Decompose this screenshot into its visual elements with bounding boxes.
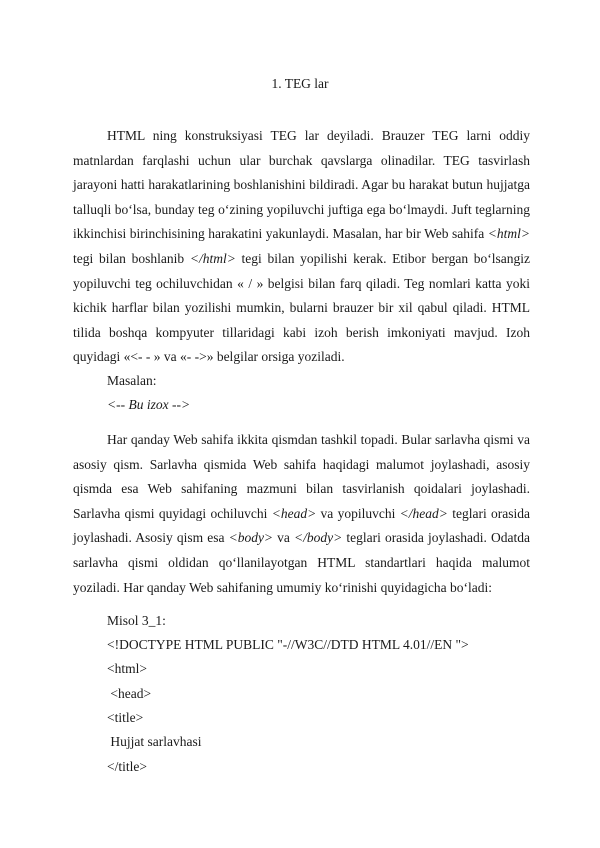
text-run: HTML ning konstruksiyasi TEG lar deyiladi. Brauzer TEG larni oddiy matnlardan farqlashi uchun ular burchak qavslarga olinadilar. TEG tasvirlash jarayoni hatti harakatlarining boshlanishini bildiradi. Agar bu harakat butun hujjatga talluqli bo‘lsa, bunday teg o‘zining yopiluvchi juftiga ega bo‘lmaydi. Juft teglarning ikkinchisi birinchisining harakatini yakunlaydi. Masalan, har bir Web sahifa: [73, 128, 530, 242]
inline-tag: </head>: [399, 505, 448, 521]
code-example-label: Misol 3_1:: [107, 613, 166, 628]
code-line: <html>: [107, 661, 147, 676]
text-run: Har qanday Web sahifa ikkita qismdan tashkil topadi. Bular sarlavha qismi va asosiy qism. Sarlavha qismida Web sahifa haqidagi malumot joylashadi, asosiy qismda esa Web sahifaning mazmuni bilan tasvirlanish qoidalari joylashadi. Sarlavha qismi quyidagi ochiluvchi: [73, 432, 530, 521]
example-label: Masalan:: [107, 373, 157, 388]
code-line: Hujjat sarlavhasi: [107, 734, 202, 749]
text-run: tegi bilan boshlanib: [73, 250, 190, 266]
code-line: <!DOCTYPE HTML PUBLIC "-//W3C//DTD HTML 4.01//EN ">: [107, 637, 469, 652]
code-line: <head>: [107, 686, 152, 701]
code-line: <title>: [107, 710, 144, 725]
section-heading: 1. TEG lar: [271, 76, 329, 91]
text-run: teglari orasida joylashadi. Odatda sarlavha qismi oldidan qo‘llanilayotgan HTML standartlari haqida malumot yoziladi. Har qanday Web sahifaning umumiy ko‘rinishi quyidagicha bo‘ladi:: [73, 530, 530, 595]
code-line: </title>: [107, 759, 147, 774]
text-run: va: [273, 530, 295, 546]
paragraph-tags-intro: [73, 124, 530, 370]
inline-tag: <body>: [228, 530, 274, 546]
paragraph-page-structure: [73, 428, 530, 600]
inline-tag: <head>: [271, 505, 317, 521]
inline-tag: </html>: [189, 250, 236, 266]
comment-example: <-- Bu izox -->: [107, 397, 191, 412]
inline-tag: </body>: [294, 530, 343, 546]
text-run: tegi bilan yopilishi kerak. Etibor bergan bo‘lsangiz yopiluvchi teg ochiluvchidan « / » belgisi bilan farq qiladi. Teg nomlari katta yoki kichik harflar bilan yozilishi mumkin, bularni brauzer bir xil qabul qiladi. HTML tilida boshqa kompyuter tillaridagi kabi izoh berish imkoniyati mavjud. Izoh quyidagi «<- - » va «- ->» belgilar orsiga yoziladi.: [73, 250, 531, 365]
inline-tag: <html>: [487, 226, 530, 242]
text-run: va yopiluvchi: [316, 505, 400, 521]
text-run: teglari orasida joylashadi. Asosiy qism esa: [73, 505, 530, 546]
